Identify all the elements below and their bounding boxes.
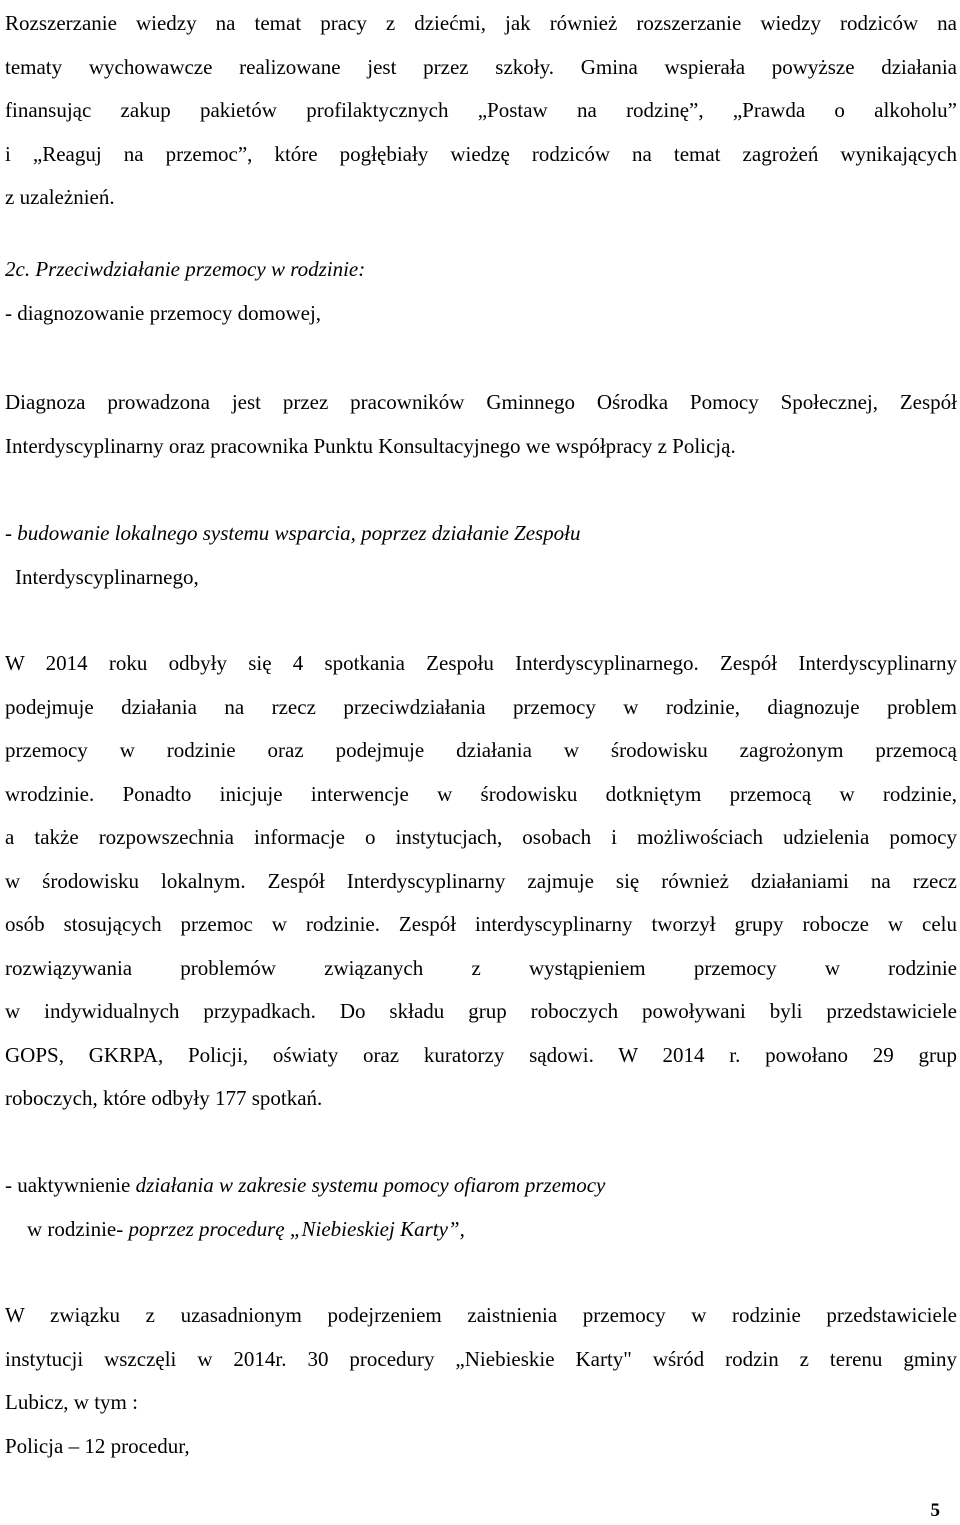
text-line: roboczych, które odbyły 177 spotkań. xyxy=(5,1086,323,1110)
text-line: - budowanie lokalnego systemu wsparcia, poprzez działanie Zespołu xyxy=(5,521,581,545)
section-heading: 2c. Przeciwdziałanie przemocy w rodzinie: xyxy=(5,257,366,281)
text-line: w indywidualnych przypadkach. Do składu grup roboczych powoływani byli przedstawiciele xyxy=(5,999,957,1023)
text-line: Interdyscyplinarny oraz pracownika Punktu Konsultacyjnego we współpracy z Policją. xyxy=(5,433,736,458)
text-line xyxy=(5,1164,957,1208)
procedures-paragraph xyxy=(5,1294,957,1468)
text-line: tematy wychowawcze realizowane jest przez szkoły. Gmina wspierała powyższe działania xyxy=(5,54,957,79)
section-heading-block xyxy=(5,248,957,335)
text-line: Lubicz, w tym : xyxy=(5,1390,138,1414)
text-line: Rozszerzanie wiedzy na temat pracy z dziećmi, jak również rozszerzanie wiedzy rodziców na xyxy=(5,11,957,35)
text-line: wrodzinie. Ponadto inicjuje interwencje w środowisku dotkniętym przemocą w rodzinie, xyxy=(5,781,957,806)
text-line: a także rozpowszechnia informacje o instytucjach, osobach i możliwościach udzielenia pomocy xyxy=(5,825,957,849)
text-line: przemocy w rodzinie oraz podejmuje działania w środowisku zagrożonym przemocą xyxy=(5,738,957,762)
text-line: finansując zakup pakietów profilaktycznych „Postaw na rodzinę”, „Prawda o alkoholu” xyxy=(5,98,957,122)
text-line: GOPS, GKRPA, Policji, oświaty oraz kuratorzy sądowi. W 2014 r. powołano 29 grup xyxy=(5,1042,957,1067)
text-line: Policja – 12 procedur, xyxy=(5,1433,190,1458)
text-line: W 2014 roku odbyły się 4 spotkania Zespołu Interdyscyplinarnego. Zespół Interdyscyplinarny xyxy=(5,651,957,675)
text-line: Diagnoza prowadzona jest przez pracowników Gminnego Ośrodka Pomocy Społecznej, Zespół xyxy=(5,390,957,414)
page-number: 5 xyxy=(930,1500,940,1521)
text-line: Interdyscyplinarnego, xyxy=(15,564,199,589)
list-item-blue-card xyxy=(5,1164,957,1251)
text-normal: - uaktywnienie xyxy=(5,1173,136,1197)
text-line: i „Reaguj na przemoc”, które pogłębiały wiedzę rodziców na temat zagrożeń wynikających xyxy=(5,141,957,166)
text-line xyxy=(5,1208,957,1252)
text-italic: poprzez procedurę „Niebieskiej Karty”, xyxy=(128,1216,465,1241)
text-line: osób stosujących przemoc w rodzinie. Zespół interdyscyplinarny tworzył grupy robocze w celu xyxy=(5,912,957,936)
text-line: rozwiązywania problemów związanych z wystąpieniem przemocy w rodzinie xyxy=(5,955,957,980)
text-line: z uzależnień. xyxy=(5,185,115,209)
text-line: W związku z uzasadnionym podejrzeniem zaistnienia przemocy w rodzinie przedstawiciele xyxy=(5,1303,957,1327)
intro-paragraph xyxy=(5,2,957,220)
text-italic: działania w zakresie systemu pomocy ofiarom przemocy xyxy=(135,1173,606,1197)
list-item-diagnosis: - diagnozowanie przemocy domowej, xyxy=(5,300,322,325)
team-paragraph xyxy=(5,642,957,1121)
list-item-support-system xyxy=(5,512,957,599)
text-normal: w rodzinie- xyxy=(27,1216,129,1241)
text-line: podejmuje działania na rzecz przeciwdziałania przemocy w rodzinie, diagnozuje problem xyxy=(5,694,957,719)
text-line: instytucji wszczęli w 2014r. 30 procedury „Niebieskie Karty" wśród rodzin z terenu gminy xyxy=(5,1346,957,1371)
diagnosis-paragraph xyxy=(5,381,957,468)
text-line: w środowisku lokalnym. Zespół Interdyscyplinarny zajmuje się również działaniami na rzecz xyxy=(5,868,957,893)
